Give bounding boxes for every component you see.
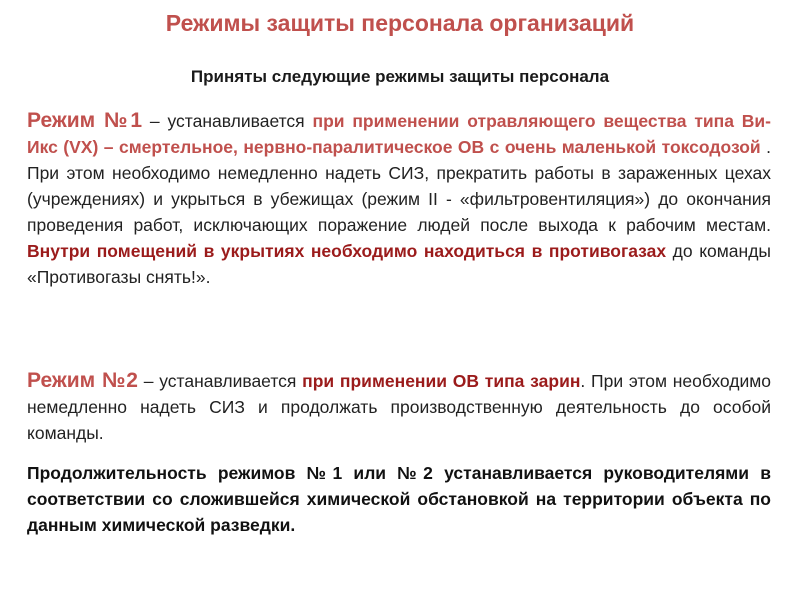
mode-2-highlight-1: при применении ОВ типа зарин (302, 371, 581, 391)
slide-title: Режимы защиты персонала организаций (165, 10, 635, 36)
subtitle: Приняты следующие режимы защиты персонала (190, 67, 610, 86)
mode-1-text-3: до команды «Противогазы снять!». (27, 241, 771, 287)
mode-1-text-1: – устанавливается (142, 111, 313, 131)
mode-2-text-2: . При этом необходимо немедленно надеть СИЗ и продолжать производственную деятельность до особой команды. (27, 371, 771, 443)
mode-2-label: Режим №2 (27, 369, 138, 392)
mode-1-highlight-1: при применении отравляющего вещества типа Ви-Икс (VX) – смертельное, нервно-паралитическое ОВ с очень маленькой токсодозой (27, 111, 772, 157)
conclusion-paragraph: Продолжительность режимов №1 или №2 устанавливается руководителями в соответствии со сложившейся химической обстановкой на территории объекта по данным химической разведки. (27, 463, 771, 535)
mode-1-highlight-2: Внутри помещений в укрытиях необходимо находиться в противогазах (27, 241, 667, 261)
mode-1-paragraph (27, 108, 771, 290)
mode-2-text-1: – устанавливается (137, 371, 303, 391)
mode-1-label: Режим №1 (27, 109, 143, 132)
mode-2-paragraph (27, 368, 771, 446)
mode-1-text-2: . При этом необходимо немедленно надеть СИЗ, прекратить работы в зараженных цехах (учреждениях) и укрыться в убежищах (режим II - «фильтровентиляция») до окончания проведения работ, исключающих поражение людей после выхода к рабочим местам. (27, 137, 771, 235)
